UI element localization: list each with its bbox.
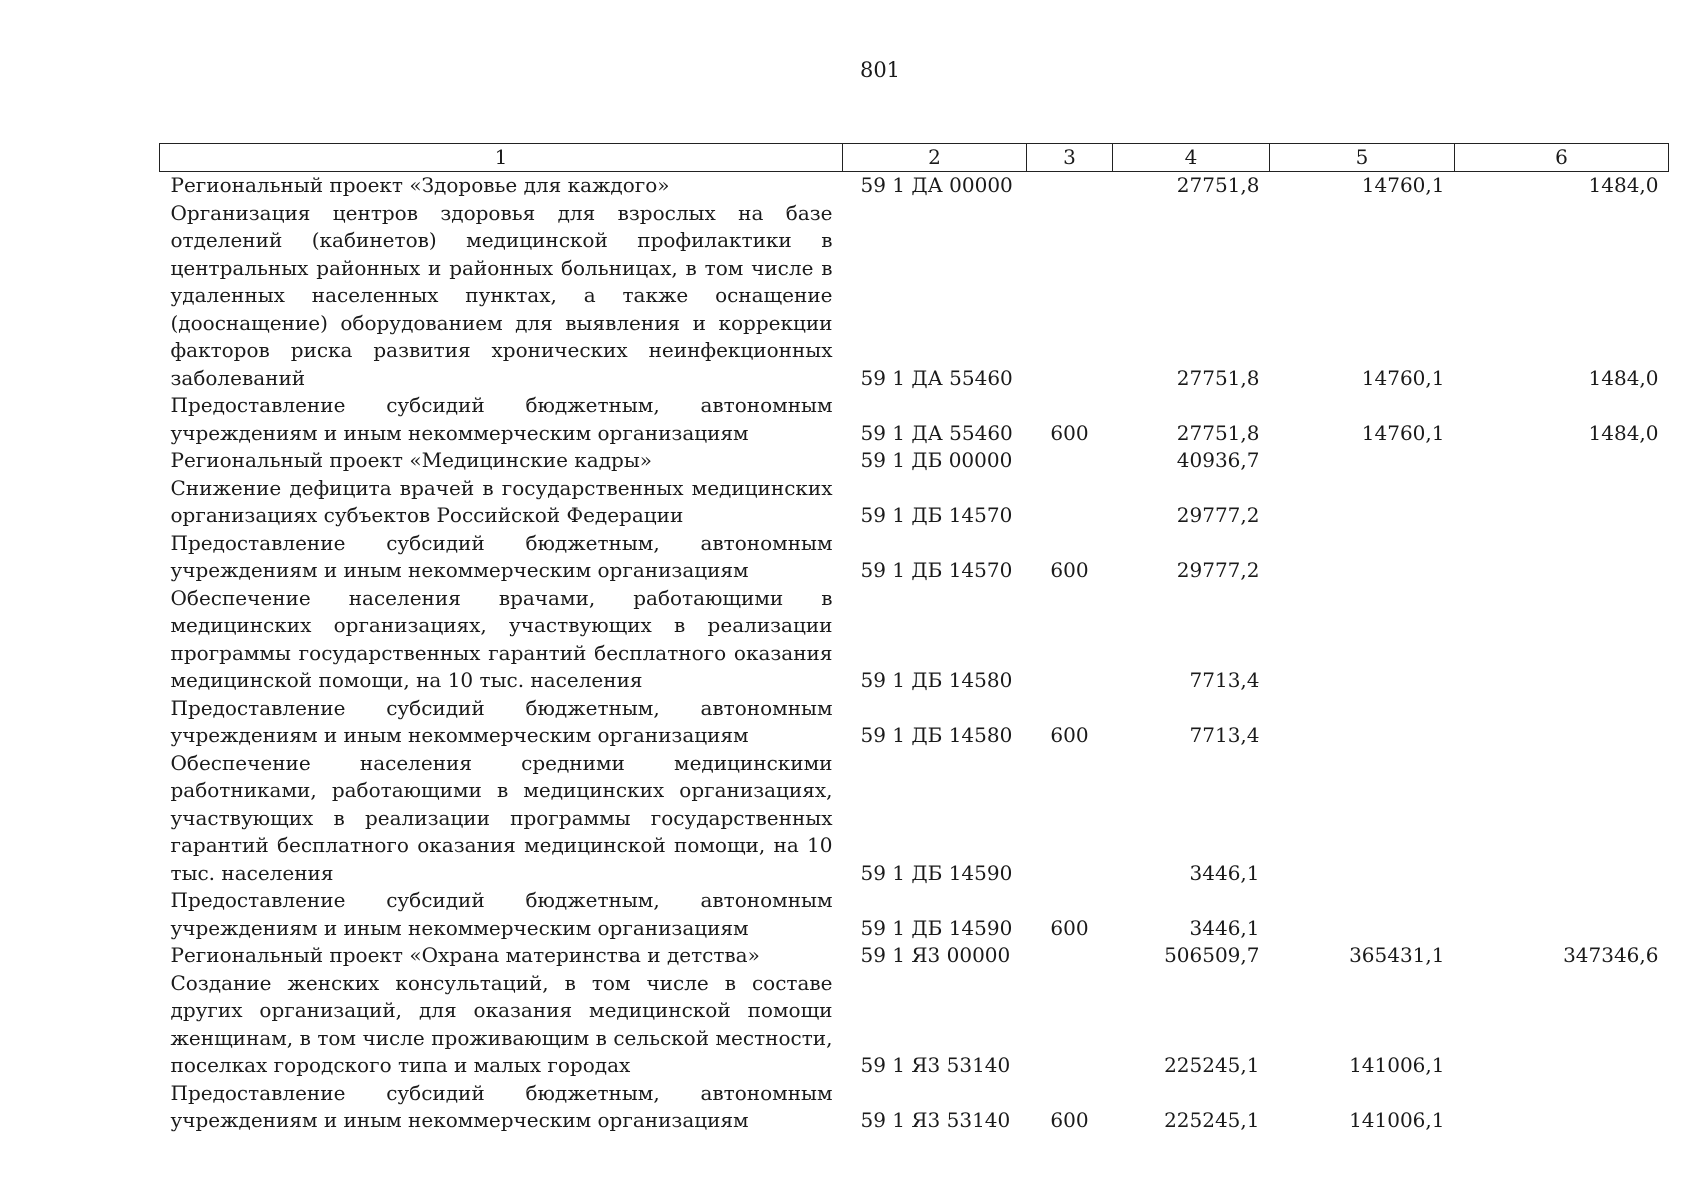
table-body <box>160 172 1669 1135</box>
row-name: Региональный проект «Здоровье для каждого» <box>170 173 670 197</box>
row-code: 59 1 ДБ 14580 <box>860 668 1013 692</box>
row-amount-col6: 1484,0 <box>1588 365 1659 390</box>
row-amount-col6: 1484,0 <box>1588 420 1659 445</box>
row-amount-col4: 3446,1 <box>1189 860 1260 885</box>
table-row <box>160 887 1669 942</box>
row-amount-col5: 141006,1 <box>1349 1053 1445 1077</box>
row-code: 59 1 ДБ 14570 <box>860 558 1013 582</box>
row-amount-col6 <box>1455 475 1669 530</box>
table-header-row <box>160 144 1669 172</box>
row-expense-type <box>1027 447 1113 475</box>
column-header-2: 2 <box>843 144 1027 172</box>
row-amount-col4: 27751,8 <box>1176 365 1260 390</box>
row-amount-col5 <box>1270 695 1455 750</box>
row-name: Предоставление субсидий бюджетным, автономным учреждениям и иным некоммерческим организациям <box>170 695 833 747</box>
row-amount-col6 <box>1455 585 1669 695</box>
row-name: Предоставление субсидий бюджетным, автономным учреждениям и иным некоммерческим организациям <box>170 530 833 582</box>
column-header-6: 6 <box>1455 144 1669 172</box>
row-amount-col5 <box>1270 447 1455 475</box>
row-expense-type: 600 <box>1050 723 1089 747</box>
row-amount-col4: 27751,8 <box>1176 420 1260 445</box>
row-amount-col4: 506509,7 <box>1164 943 1260 967</box>
table-row <box>160 585 1669 695</box>
row-name: Обеспечение населения врачами, работающими в медицинских организациях, участвующих в реализации программы государственных гарантий бесплатного оказания медицинской помощи, на 10 тыс. населения <box>170 585 833 692</box>
table-row <box>160 447 1669 475</box>
row-expense-type <box>1027 942 1113 970</box>
row-amount-col6: 347346,6 <box>1563 943 1659 967</box>
table-row <box>160 695 1669 750</box>
row-name: Создание женских консультаций, в том числе в составе других организаций, для оказания медицинской помощи женщинам, в том числе проживающим в сельской местности, поселках городского типа и малых городах <box>170 970 833 1077</box>
row-code: 59 1 ДА 55460 <box>860 420 1013 445</box>
table-row <box>160 970 1669 1080</box>
row-amount-col6 <box>1455 1080 1669 1135</box>
row-amount-col4: 3446,1 <box>1189 915 1260 940</box>
row-code: 59 1 Я3 00000 <box>860 943 1011 967</box>
row-amount-col6: 1484,0 <box>1588 173 1659 197</box>
row-amount-col4: 40936,7 <box>1176 448 1260 472</box>
row-expense-type: 600 <box>1050 558 1089 582</box>
row-expense-type <box>1027 200 1113 393</box>
row-code: 59 1 ДБ 14590 <box>860 915 1013 940</box>
row-code: 59 1 ДБ 00000 <box>860 448 1013 472</box>
row-code: 59 1 ДБ 14570 <box>860 503 1013 527</box>
row-amount-col4: 7713,4 <box>1189 723 1260 747</box>
row-expense-type <box>1027 750 1113 888</box>
row-amount-col6 <box>1455 695 1669 750</box>
row-code: 59 1 ДА 55460 <box>860 365 1013 390</box>
row-amount-col6 <box>1455 447 1669 475</box>
column-header-5: 5 <box>1270 144 1455 172</box>
row-expense-type <box>1027 585 1113 695</box>
row-amount-col4: 27751,8 <box>1176 173 1260 197</box>
row-expense-type <box>1027 475 1113 530</box>
table-row <box>160 475 1669 530</box>
row-expense-type <box>1027 970 1113 1080</box>
row-code: 59 1 Я3 53140 <box>860 1053 1011 1077</box>
row-code: 59 1 ДБ 14590 <box>860 860 1013 885</box>
table-row <box>160 392 1669 447</box>
row-name: Организация центров здоровья для взрослых на базе отделений (кабинетов) медицинской профилактики в центральных районных и районных больницах, в том числе в удаленных населенных пунктах, а также оснащение (дооснащение) оборудованием для выявления и коррекции факторов риска развития хронических неинфекционных заболеваний <box>170 200 833 390</box>
row-expense-type <box>1027 172 1113 200</box>
row-amount-col5 <box>1270 475 1455 530</box>
row-expense-type: 600 <box>1050 1108 1089 1132</box>
table-row <box>160 750 1669 888</box>
row-name: Региональный проект «Охрана материнства и детства» <box>170 943 760 967</box>
row-expense-type: 600 <box>1050 915 1089 940</box>
row-code: 59 1 ДБ 14580 <box>860 723 1013 747</box>
row-name: Предоставление субсидий бюджетным, автономным учреждениям и иным некоммерческим организациям <box>170 393 833 445</box>
table-row <box>160 1080 1669 1135</box>
row-amount-col5: 141006,1 <box>1349 1108 1445 1132</box>
column-header-1: 1 <box>160 144 843 172</box>
row-code: 59 1 ДА 00000 <box>860 173 1013 197</box>
row-expense-type: 600 <box>1050 420 1089 445</box>
row-amount-col6 <box>1455 750 1669 888</box>
row-amount-col4: 29777,2 <box>1176 558 1260 582</box>
row-amount-col5: 14760,1 <box>1361 365 1445 390</box>
table-row <box>160 530 1669 585</box>
row-amount-col4: 7713,4 <box>1189 668 1260 692</box>
row-amount-col5 <box>1270 530 1455 585</box>
row-amount-col5 <box>1270 750 1455 888</box>
row-amount-col6 <box>1455 887 1669 942</box>
row-amount-col4: 225245,1 <box>1164 1108 1260 1132</box>
row-amount-col6 <box>1455 970 1669 1080</box>
row-name: Региональный проект «Медицинские кадры» <box>170 448 652 472</box>
row-amount-col6 <box>1455 530 1669 585</box>
row-name: Предоставление субсидий бюджетным, автономным учреждениям и иным некоммерческим организациям <box>170 888 833 940</box>
row-name: Обеспечение населения средними медицинскими работниками, работающими в медицинских организациях, участвующих в реализации программы государственных гарантий бесплатного оказания медицинской помощи, на 10 тыс. населения <box>170 750 833 885</box>
row-code: 59 1 Я3 53140 <box>860 1108 1011 1132</box>
row-amount-col5: 365431,1 <box>1349 943 1445 967</box>
page-number: 801 <box>859 58 901 82</box>
row-amount-col4: 29777,2 <box>1176 503 1260 527</box>
row-amount-col4: 225245,1 <box>1164 1053 1260 1077</box>
row-amount-col5: 14760,1 <box>1361 420 1445 445</box>
budget-table <box>159 143 1669 1135</box>
row-amount-col5: 14760,1 <box>1361 173 1445 197</box>
row-name: Снижение дефицита врачей в государственных медицинских организациях субъектов Российской Федерации <box>170 475 833 527</box>
table-row <box>160 200 1669 393</box>
table-row <box>160 942 1669 970</box>
row-amount-col5 <box>1270 585 1455 695</box>
row-amount-col5 <box>1270 887 1455 942</box>
row-name: Предоставление субсидий бюджетным, автономным учреждениям и иным некоммерческим организациям <box>170 1080 833 1132</box>
table-row <box>160 172 1669 200</box>
column-header-4: 4 <box>1113 144 1270 172</box>
column-header-3: 3 <box>1027 144 1113 172</box>
